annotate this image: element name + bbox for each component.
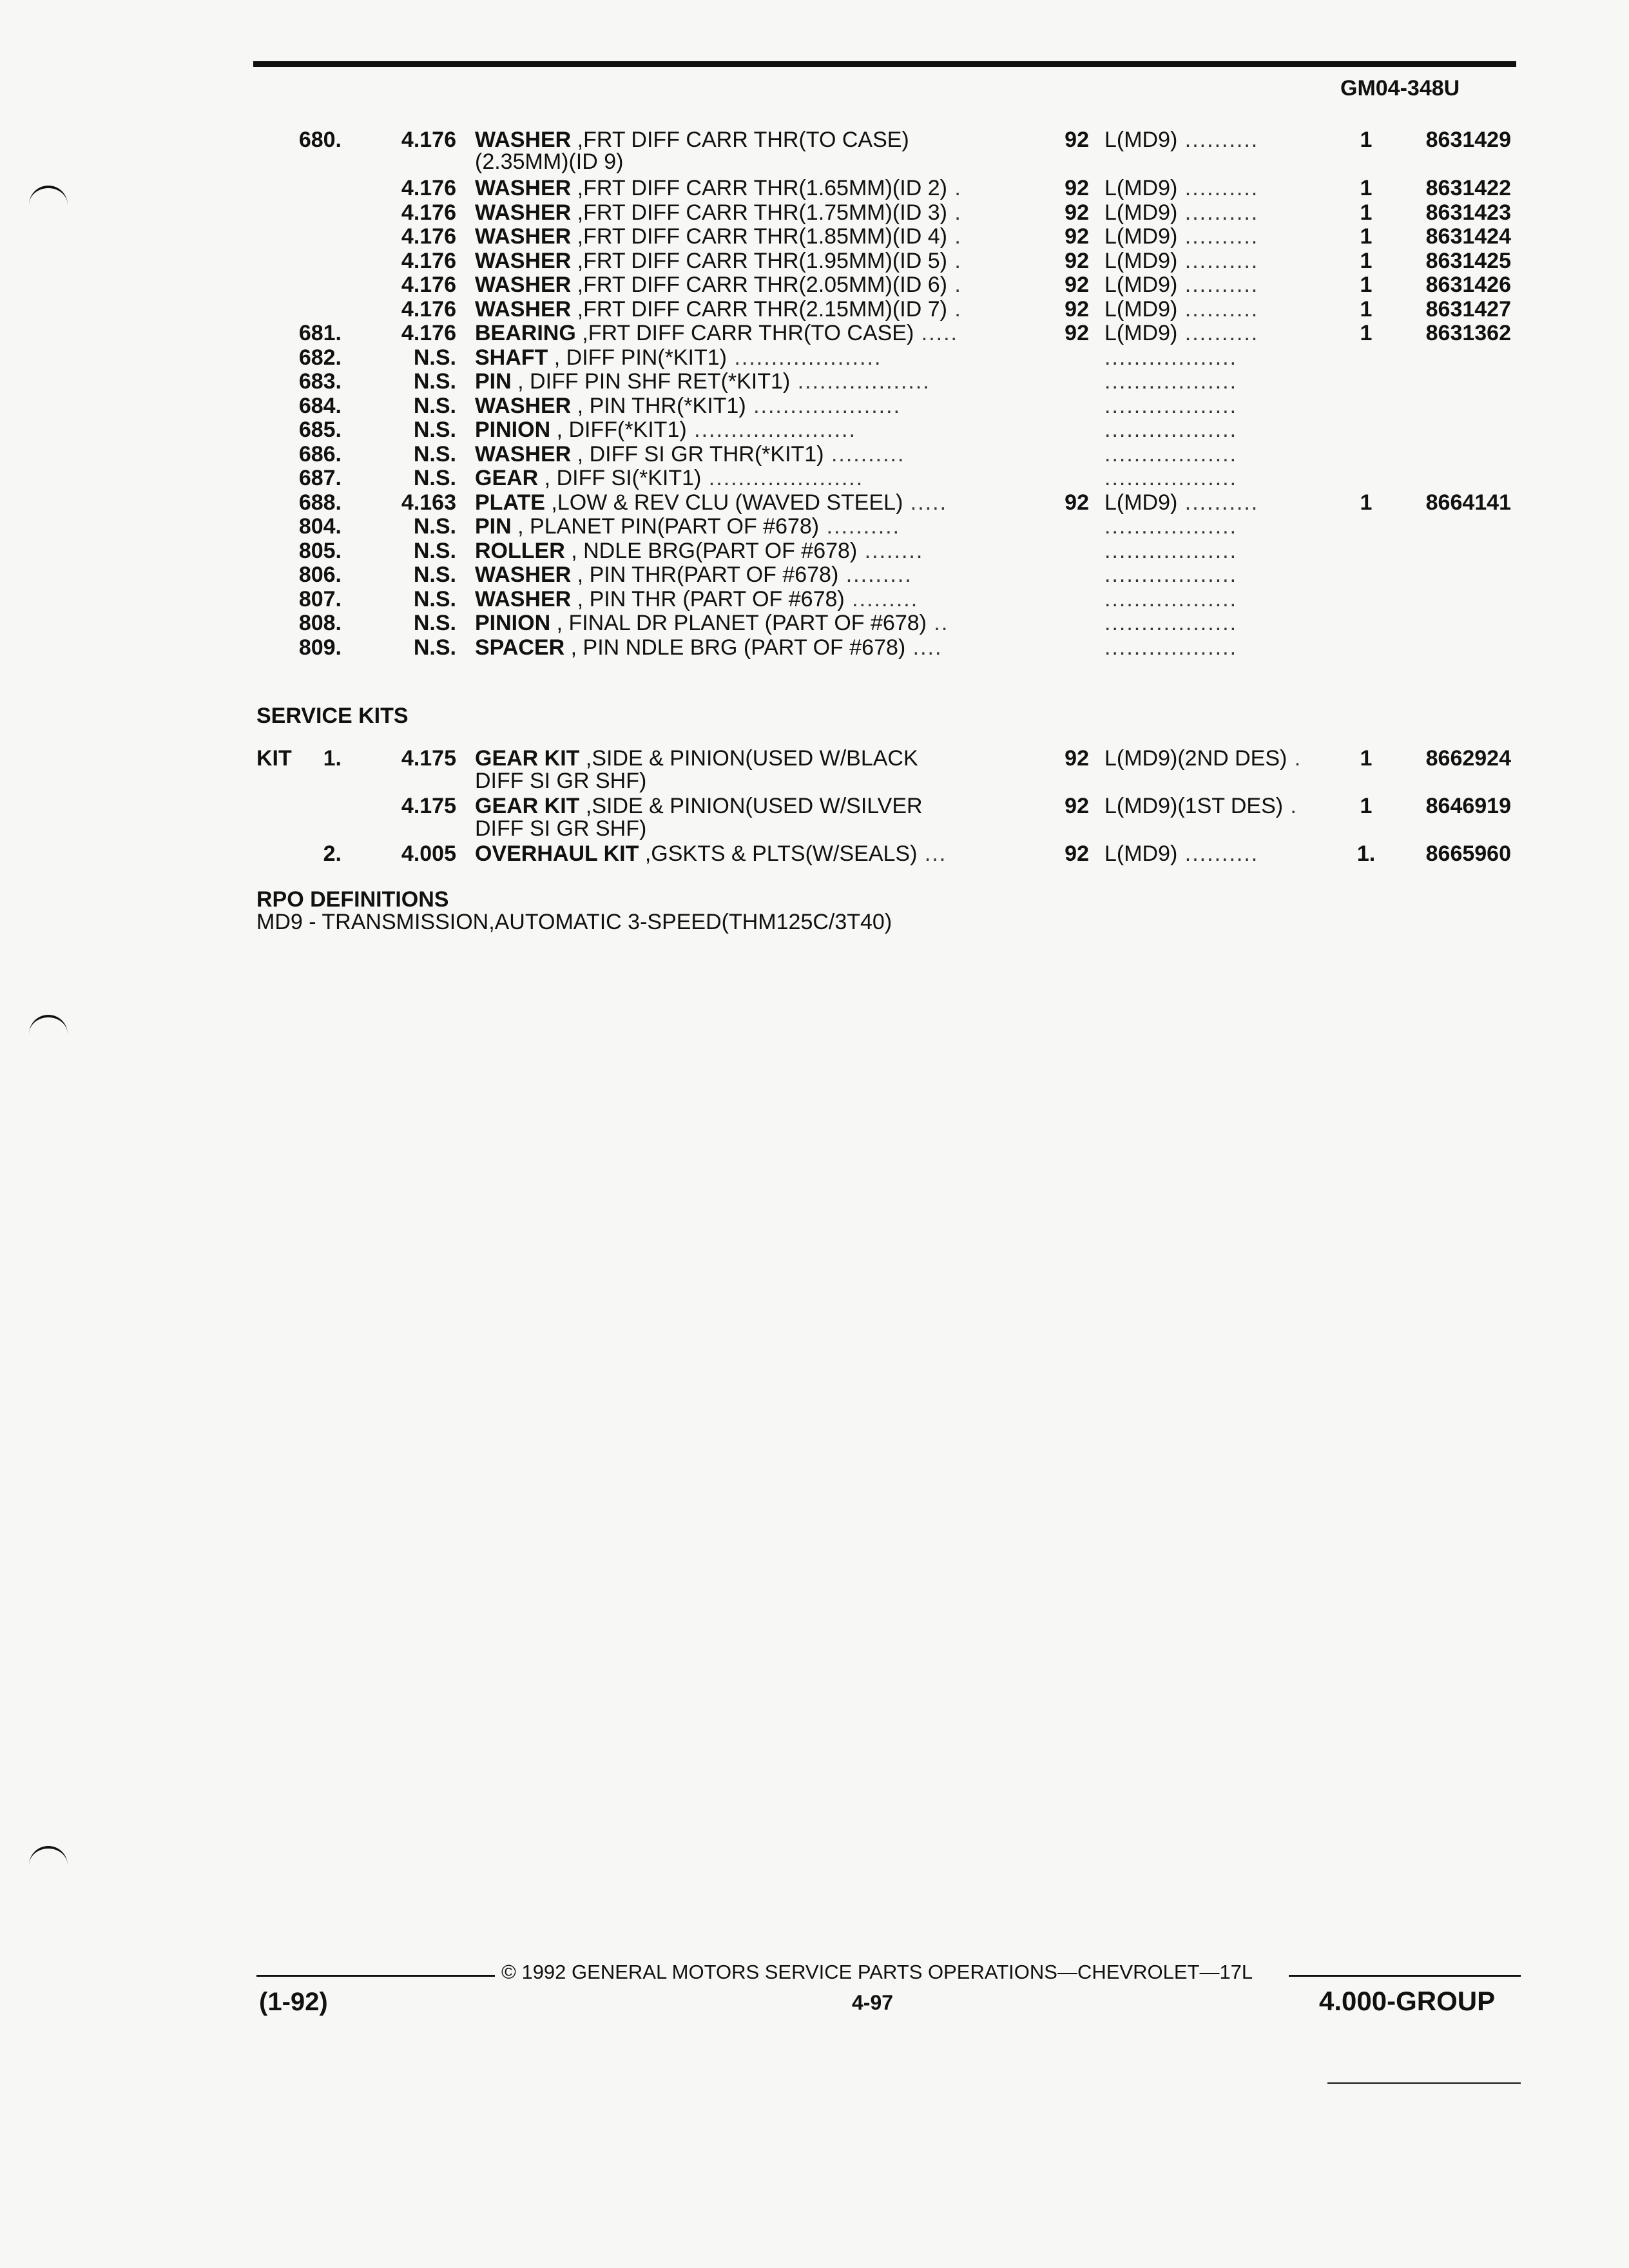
ref-number: 805. <box>298 538 342 563</box>
ref-number: 809. <box>298 635 342 660</box>
description-continued: (2.35MM)(ID 9) <box>475 149 624 174</box>
group-number: N.S. <box>413 611 456 635</box>
usage-text: L(MD9) <box>1104 490 1178 515</box>
dot-leader: .......... <box>1177 273 1259 297</box>
table-row <box>0 794 1629 820</box>
part-name: GEAR KIT <box>475 794 580 818</box>
part-name: WASHER <box>475 393 572 418</box>
usage-code <box>1104 321 1324 345</box>
part-number: 8631422 <box>1425 176 1511 200</box>
dot-leader: .................. <box>1104 418 1238 442</box>
table-row <box>0 746 1629 772</box>
group-number: 4.005 <box>401 841 456 866</box>
part-detail: ,SIDE & PINION(USED W/SILVER <box>579 794 923 818</box>
dot-leader: .................. <box>1104 611 1238 635</box>
part-name: WASHER <box>475 176 572 200</box>
dot-leader: ..... <box>903 490 948 515</box>
usage-code <box>1104 249 1324 273</box>
dot-leader: .......... <box>1177 841 1259 866</box>
usage-code <box>1104 562 1324 587</box>
usage-code <box>1104 273 1324 297</box>
dot-leader: .................. <box>1104 345 1238 370</box>
usage-code <box>1104 490 1324 515</box>
usage-code <box>1104 794 1324 818</box>
rpo-definition: MD9 - TRANSMISSION,AUTOMATIC 3-SPEED(THM125C/3T40) <box>256 910 892 934</box>
group-number: N.S. <box>413 466 456 490</box>
binder-mark <box>29 1846 68 1874</box>
part-number: 8631429 <box>1425 128 1511 152</box>
part-description <box>475 200 1003 225</box>
part-detail: ,FRT DIFF CARR THR(1.65MM)(ID 2) <box>571 176 947 200</box>
part-name: PLATE <box>475 490 545 515</box>
ref-number: 681. <box>298 321 342 345</box>
group-number: 4.176 <box>401 248 456 273</box>
part-description <box>475 587 1003 611</box>
part-number: 8664141 <box>1425 490 1511 515</box>
group-number: 4.176 <box>401 273 456 297</box>
part-description <box>475 635 1003 660</box>
part-detail: , DIFF SI(*KIT1) <box>538 466 702 490</box>
part-description <box>475 841 1003 866</box>
ref-number: 1. <box>323 746 342 771</box>
table-row <box>0 200 1629 226</box>
part-description <box>475 490 1003 515</box>
part-description <box>475 514 1003 539</box>
group-label: 4.000-GROUP <box>1319 1986 1496 2016</box>
part-detail: , DIFF PIN(*KIT1) <box>548 345 728 370</box>
usage-code <box>1104 539 1324 563</box>
part-detail: ,FRT DIFF CARR THR(1.85MM)(ID 4) <box>571 224 947 249</box>
page-number: 4-97 <box>852 1991 894 2014</box>
usage-code <box>1104 345 1324 370</box>
document-id: GM04-348U <box>1340 76 1460 101</box>
part-number: 8662924 <box>1425 746 1511 771</box>
part-detail: , NDLE BRG(PART OF #678) <box>564 538 858 563</box>
dot-leader: .................. <box>1104 514 1238 539</box>
quantity: 1 <box>1360 224 1373 249</box>
part-number: 8631427 <box>1425 296 1511 322</box>
model-year: 92 <box>1065 841 1089 866</box>
part-description <box>475 562 1003 587</box>
table-row <box>0 418 1629 443</box>
part-detail: ,FRT DIFF CARR THR(2.15MM)(ID 7) <box>571 296 947 322</box>
dot-leader: .................... <box>746 393 901 418</box>
group-number: N.S. <box>413 514 456 539</box>
model-year: 92 <box>1065 200 1089 225</box>
part-description <box>475 746 1003 771</box>
table-row <box>0 321 1629 347</box>
dot-leader: . <box>947 224 962 249</box>
footer-rule-left <box>256 1975 495 1977</box>
dot-leader: .......... <box>1177 200 1259 225</box>
quantity: 1 <box>1360 200 1373 225</box>
part-name: PINION <box>475 611 551 635</box>
ref-number: 684. <box>298 393 342 418</box>
model-year: 92 <box>1065 321 1089 345</box>
dot-leader: ........ <box>857 538 924 563</box>
part-number: 8631423 <box>1425 200 1511 225</box>
part-description <box>475 418 1003 442</box>
ref-number: 682. <box>298 345 342 370</box>
part-description <box>475 249 1003 273</box>
table-row <box>0 176 1629 202</box>
part-description <box>475 273 1003 297</box>
table-row <box>0 297 1629 323</box>
group-number: 4.176 <box>401 200 456 225</box>
group-number: N.S. <box>413 418 456 442</box>
model-year: 92 <box>1065 296 1089 322</box>
usage-text: L(MD9)(1ST DES) <box>1104 794 1284 818</box>
dot-leader: ...................... <box>686 418 856 442</box>
group-number: N.S. <box>413 345 456 370</box>
table-row <box>0 466 1629 492</box>
dot-leader: . <box>1287 746 1302 771</box>
dot-leader: .......... <box>1177 224 1259 249</box>
quantity: 1 <box>1360 321 1373 345</box>
model-year: 92 <box>1065 224 1089 249</box>
dot-leader: .......... <box>824 441 905 466</box>
footer-rule-right <box>1289 1975 1521 1977</box>
dot-leader: . <box>947 296 962 322</box>
part-detail: , FINAL DR PLANET (PART OF #678) <box>550 611 927 635</box>
usage-text: L(MD9) <box>1104 200 1178 225</box>
description-continued: DIFF SI GR SHF) <box>475 816 647 841</box>
model-year: 92 <box>1065 490 1089 515</box>
dot-leader: . <box>947 273 962 297</box>
part-detail: , PIN NDLE BRG (PART OF #678) <box>564 635 906 660</box>
usage-text: L(MD9) <box>1104 273 1178 297</box>
group-number: N.S. <box>413 441 456 466</box>
usage-text: L(MD9) <box>1104 248 1178 273</box>
part-name: ROLLER <box>475 538 565 563</box>
dot-leader: .......... <box>1177 248 1259 273</box>
dot-leader: ..... <box>914 321 958 345</box>
usage-text: L(MD9) <box>1104 176 1178 200</box>
part-number: 8631424 <box>1425 224 1511 249</box>
usage-code <box>1104 128 1324 152</box>
quantity: 1 <box>1360 746 1373 771</box>
dot-leader: .................. <box>1104 466 1238 490</box>
group-number: N.S. <box>413 586 456 611</box>
table-row <box>0 562 1629 588</box>
dot-leader: .................. <box>1104 562 1238 587</box>
description-continued: DIFF SI GR SHF) <box>475 769 647 793</box>
part-detail: , PIN THR(*KIT1) <box>571 393 746 418</box>
table-row <box>0 128 1629 153</box>
part-name: WASHER <box>475 586 572 611</box>
dot-leader: . <box>947 200 962 225</box>
part-detail: , DIFF PIN SHF RET(*KIT1) <box>511 369 791 394</box>
service-kits-heading: SERVICE KITS <box>256 704 409 728</box>
part-description <box>475 394 1003 418</box>
part-name: WASHER <box>475 562 572 587</box>
part-detail: ,SIDE & PINION(USED W/BLACK <box>579 746 918 771</box>
part-name: WASHER <box>475 128 572 152</box>
table-row <box>0 539 1629 564</box>
part-name: GEAR KIT <box>475 746 580 771</box>
quantity: 1 <box>1360 176 1373 200</box>
group-number: 4.175 <box>401 746 456 771</box>
usage-code <box>1104 841 1324 866</box>
usage-code <box>1104 297 1324 322</box>
usage-text: L(MD9)(2ND DES) <box>1104 746 1287 771</box>
header-rule <box>253 61 1516 67</box>
copyright-notice: © 1992 GENERAL MOTORS SERVICE PARTS OPERATIONS—CHEVROLET—17L <box>501 1961 1253 1983</box>
quantity: 1. <box>1356 841 1376 866</box>
part-name: WASHER <box>475 224 572 249</box>
part-name: PIN <box>475 369 512 394</box>
dot-leader: .. <box>926 611 949 635</box>
group-number: 4.175 <box>401 794 456 818</box>
model-year: 92 <box>1065 176 1089 200</box>
dot-leader: .......... <box>1177 296 1259 322</box>
part-name: WASHER <box>475 441 572 466</box>
part-name: PIN <box>475 514 512 539</box>
dot-leader: .................. <box>1104 586 1238 611</box>
model-year: 92 <box>1065 794 1089 818</box>
usage-text: L(MD9) <box>1104 128 1178 152</box>
dot-leader: . <box>947 176 962 200</box>
binder-mark <box>29 1015 68 1043</box>
kit-label: KIT <box>256 746 292 771</box>
model-year: 92 <box>1065 273 1089 297</box>
part-description <box>475 128 1003 152</box>
usage-text: L(MD9) <box>1104 224 1178 249</box>
part-name: PINION <box>475 418 551 442</box>
part-description <box>475 539 1003 563</box>
part-name: WASHER <box>475 296 572 322</box>
group-number: 4.176 <box>401 176 456 200</box>
part-name: SPACER <box>475 635 565 660</box>
quantity: 1 <box>1360 273 1373 297</box>
usage-code <box>1104 200 1324 225</box>
dot-leader: ......... <box>838 562 912 587</box>
table-row <box>0 345 1629 371</box>
part-name: GEAR <box>475 466 539 490</box>
part-description <box>475 345 1003 370</box>
dot-leader: .................. <box>790 369 930 394</box>
table-row <box>0 490 1629 516</box>
part-detail: , DIFF SI GR THR(*KIT1) <box>571 441 824 466</box>
ref-number: 688. <box>298 490 342 515</box>
ref-number: 807. <box>298 586 342 611</box>
dot-leader: .................... <box>727 345 882 370</box>
group-number: 4.163 <box>401 490 456 515</box>
dot-leader: ......... <box>844 586 919 611</box>
table-row <box>0 394 1629 419</box>
group-number: N.S. <box>413 562 456 587</box>
part-description <box>475 442 1003 466</box>
part-detail: ,FRT DIFF CARR THR(2.05MM)(ID 6) <box>571 273 947 297</box>
dot-leader: . <box>947 248 962 273</box>
quantity: 1 <box>1360 248 1373 273</box>
bottom-rule <box>1327 2082 1521 2084</box>
part-description <box>475 794 1003 818</box>
part-detail: ,FRT DIFF CARR THR(1.75MM)(ID 3) <box>571 200 947 225</box>
usage-code <box>1104 587 1324 611</box>
model-year: 92 <box>1065 248 1089 273</box>
table-row <box>0 841 1629 867</box>
table-row <box>0 635 1629 661</box>
usage-code <box>1104 611 1324 635</box>
part-description <box>475 224 1003 249</box>
usage-text: L(MD9) <box>1104 841 1178 866</box>
dot-leader: .... <box>905 635 943 660</box>
usage-text: L(MD9) <box>1104 321 1178 345</box>
part-number: 8646919 <box>1425 794 1511 818</box>
group-number: N.S. <box>413 635 456 660</box>
table-row <box>0 587 1629 613</box>
part-name: OVERHAUL KIT <box>475 841 639 866</box>
part-number: 8631425 <box>1425 248 1511 273</box>
usage-code <box>1104 746 1324 771</box>
usage-code <box>1104 635 1324 660</box>
part-name: WASHER <box>475 200 572 225</box>
ref-number: 686. <box>298 441 342 466</box>
dot-leader: ..................... <box>701 466 864 490</box>
part-detail: ,FRT DIFF CARR THR(TO CASE) <box>575 321 914 345</box>
part-detail: ,LOW & REV CLU (WAVED STEEL) <box>545 490 903 515</box>
group-number: 4.176 <box>401 296 456 322</box>
part-description <box>475 321 1003 345</box>
model-year: 92 <box>1065 746 1089 771</box>
table-row <box>0 611 1629 637</box>
quantity: 1 <box>1360 296 1373 322</box>
part-description <box>475 369 1003 394</box>
ref-number: 804. <box>298 514 342 539</box>
table-row <box>0 442 1629 468</box>
table-row <box>0 514 1629 540</box>
dot-leader: .................. <box>1104 635 1238 660</box>
table-row <box>0 249 1629 274</box>
part-detail: ,FRT DIFF CARR THR(1.95MM)(ID 5) <box>571 248 947 273</box>
quantity: 1 <box>1360 128 1373 152</box>
part-number: 8631362 <box>1425 321 1511 345</box>
usage-code <box>1104 176 1324 200</box>
part-name: BEARING <box>475 321 576 345</box>
dot-leader: . <box>1283 794 1298 818</box>
group-number: 4.176 <box>401 321 456 345</box>
dot-leader: .......... <box>1177 490 1259 515</box>
usage-code <box>1104 418 1324 442</box>
group-number: N.S. <box>413 538 456 563</box>
part-detail: , DIFF(*KIT1) <box>550 418 687 442</box>
usage-code <box>1104 442 1324 466</box>
part-detail: , PIN THR(PART OF #678) <box>571 562 839 587</box>
part-description <box>475 611 1003 635</box>
group-number: N.S. <box>413 369 456 394</box>
revision-date: (1-92) <box>259 1988 328 2016</box>
dot-leader: .......... <box>1177 128 1259 152</box>
ref-number: 806. <box>298 562 342 587</box>
part-detail: ,GSKTS & PLTS(W/SEALS) <box>639 841 918 866</box>
ref-number: 2. <box>323 841 342 866</box>
part-description <box>475 176 1003 200</box>
dot-leader: .......... <box>819 514 901 539</box>
table-row <box>0 273 1629 298</box>
dot-leader: ... <box>917 841 947 866</box>
group-number: N.S. <box>413 393 456 418</box>
ref-number: 808. <box>298 611 342 635</box>
dot-leader: .................. <box>1104 369 1238 394</box>
group-number: 4.176 <box>401 128 456 152</box>
ref-number: 687. <box>298 466 342 490</box>
usage-code <box>1104 369 1324 394</box>
dot-leader: .................. <box>1104 538 1238 563</box>
part-description <box>475 297 1003 322</box>
part-name: WASHER <box>475 248 572 273</box>
ref-number: 683. <box>298 369 342 394</box>
part-detail: , PLANET PIN(PART OF #678) <box>511 514 820 539</box>
part-name: WASHER <box>475 273 572 297</box>
dot-leader: .......... <box>1177 321 1259 345</box>
part-number: 8665960 <box>1425 841 1511 866</box>
quantity: 1 <box>1360 794 1373 818</box>
ref-number: 680. <box>298 128 342 152</box>
part-detail: ,FRT DIFF CARR THR(TO CASE) <box>571 128 909 152</box>
part-detail: , PIN THR (PART OF #678) <box>571 586 845 611</box>
usage-code <box>1104 224 1324 249</box>
rpo-heading: RPO DEFINITIONS <box>256 887 449 912</box>
part-description <box>475 466 1003 490</box>
part-number: 8631426 <box>1425 273 1511 297</box>
table-row <box>0 224 1629 250</box>
group-number: 4.176 <box>401 224 456 249</box>
part-name: SHAFT <box>475 345 548 370</box>
usage-code <box>1104 394 1324 418</box>
dot-leader: .......... <box>1177 176 1259 200</box>
usage-text: L(MD9) <box>1104 296 1178 322</box>
dot-leader: .................. <box>1104 441 1238 466</box>
table-row <box>0 369 1629 395</box>
model-year: 92 <box>1065 128 1089 152</box>
dot-leader: .................. <box>1104 393 1238 418</box>
usage-code <box>1104 466 1324 490</box>
usage-code <box>1104 514 1324 539</box>
quantity: 1 <box>1360 490 1373 515</box>
ref-number: 685. <box>298 418 342 442</box>
